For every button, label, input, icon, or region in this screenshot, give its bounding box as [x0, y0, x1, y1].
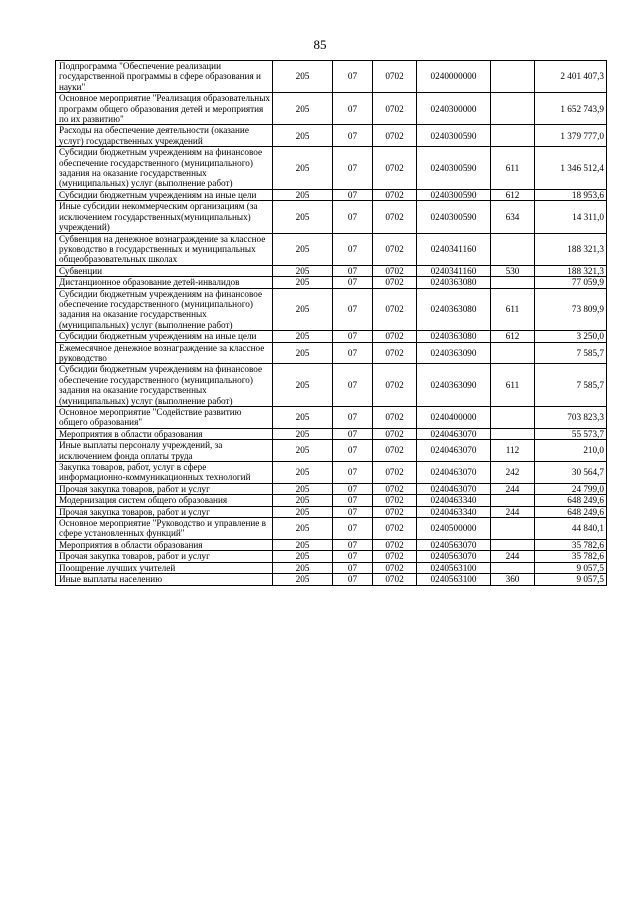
subsection-code-cell: 0702	[373, 147, 417, 190]
section-code-cell: 07	[333, 495, 373, 506]
target-article-cell: 0240300590	[417, 201, 491, 233]
row-name-cell: Мероприятия в области образования	[56, 539, 273, 550]
section-code-cell: 07	[333, 518, 373, 540]
amount-cell: 73 809,9	[535, 288, 607, 331]
expense-type-cell: 611	[491, 147, 535, 190]
section-code-cell: 07	[333, 428, 373, 439]
subsection-code-cell: 0702	[373, 462, 417, 484]
target-article-cell: 0240463070	[417, 483, 491, 494]
ministry-code-cell: 205	[273, 265, 333, 276]
ministry-code-cell: 205	[273, 125, 333, 147]
ministry-code-cell: 205	[273, 506, 333, 517]
table-row	[56, 518, 607, 540]
table-row	[56, 364, 607, 407]
subsection-code-cell: 0702	[373, 342, 417, 364]
table-body	[56, 61, 607, 586]
expense-type-cell	[491, 562, 535, 573]
amount-cell: 188 321,3	[535, 233, 607, 265]
ministry-code-cell: 205	[273, 428, 333, 439]
amount-cell: 648 249,6	[535, 495, 607, 506]
expense-type-cell: 242	[491, 462, 535, 484]
target-article-cell: 0240563070	[417, 551, 491, 562]
ministry-code-cell: 205	[273, 562, 333, 573]
subsection-code-cell: 0702	[373, 407, 417, 429]
table-row	[56, 562, 607, 573]
row-name-cell: Субсидии бюджетным учреждениям на иные цели	[56, 189, 273, 200]
amount-cell: 648 249,6	[535, 506, 607, 517]
amount-cell: 9 057,5	[535, 562, 607, 573]
ministry-code-cell: 205	[273, 407, 333, 429]
row-name-cell: Субсидии бюджетным учреждениям на финансовое обеспечение государственного (муниципального) задания на оказание государственных (муниципальных) услуг (выполнение работ)	[56, 288, 273, 331]
section-code-cell: 07	[333, 462, 373, 484]
ministry-code-cell: 205	[273, 147, 333, 190]
subsection-code-cell: 0702	[373, 189, 417, 200]
section-code-cell: 07	[333, 125, 373, 147]
amount-cell: 30 564,7	[535, 462, 607, 484]
ministry-code-cell: 205	[273, 201, 333, 233]
expense-type-cell: 244	[491, 551, 535, 562]
table-row	[56, 125, 607, 147]
amount-cell: 14 311,0	[535, 201, 607, 233]
section-code-cell: 07	[333, 189, 373, 200]
subsection-code-cell: 0702	[373, 61, 417, 93]
ministry-code-cell: 205	[273, 61, 333, 93]
subsection-code-cell: 0702	[373, 93, 417, 125]
target-article-cell: 0240363080	[417, 277, 491, 288]
table-row	[56, 288, 607, 331]
section-code-cell: 07	[333, 93, 373, 125]
section-code-cell: 07	[333, 288, 373, 331]
row-name-cell: Основное мероприятие "Содействие развитию общего образования"	[56, 407, 273, 429]
expense-type-cell	[491, 407, 535, 429]
ministry-code-cell: 205	[273, 539, 333, 550]
amount-cell: 35 782,6	[535, 539, 607, 550]
ministry-code-cell: 205	[273, 331, 333, 342]
section-code-cell: 07	[333, 407, 373, 429]
table-row	[56, 506, 607, 517]
target-article-cell: 0240000000	[417, 61, 491, 93]
expense-type-cell	[491, 518, 535, 540]
expense-type-cell: 611	[491, 288, 535, 331]
expense-type-cell: 360	[491, 574, 535, 585]
target-article-cell: 0240300000	[417, 93, 491, 125]
ministry-code-cell: 205	[273, 440, 333, 462]
row-name-cell: Субвенция на денежное вознаграждение за классное руководство в государственных и муниципальных общеобразовательных школах	[56, 233, 273, 265]
row-name-cell: Субсидии бюджетным учреждениям на иные цели	[56, 331, 273, 342]
row-name-cell: Прочая закупка товаров, работ и услуг	[56, 551, 273, 562]
expense-type-cell: 530	[491, 265, 535, 276]
row-name-cell: Субвенции	[56, 265, 273, 276]
section-code-cell: 07	[333, 265, 373, 276]
section-code-cell: 07	[333, 562, 373, 573]
amount-cell: 2 401 407,3	[535, 61, 607, 93]
row-name-cell: Дистанционное образование детей-инвалидов	[56, 277, 273, 288]
table-row	[56, 483, 607, 494]
amount-cell: 77 059,9	[535, 277, 607, 288]
expense-type-cell: 612	[491, 189, 535, 200]
table-row	[56, 265, 607, 276]
ministry-code-cell: 205	[273, 364, 333, 407]
table-row	[56, 147, 607, 190]
target-article-cell: 0240363090	[417, 364, 491, 407]
expense-type-cell	[491, 539, 535, 550]
subsection-code-cell: 0702	[373, 506, 417, 517]
ministry-code-cell: 205	[273, 342, 333, 364]
amount-cell: 1 346 512,4	[535, 147, 607, 190]
target-article-cell: 0240363090	[417, 342, 491, 364]
amount-cell: 18 953,6	[535, 189, 607, 200]
target-article-cell: 0240400000	[417, 407, 491, 429]
amount-cell: 210,0	[535, 440, 607, 462]
subsection-code-cell: 0702	[373, 331, 417, 342]
ministry-code-cell: 205	[273, 277, 333, 288]
table-row	[56, 428, 607, 439]
section-code-cell: 07	[333, 440, 373, 462]
table-row	[56, 440, 607, 462]
table-row	[56, 93, 607, 125]
section-code-cell: 07	[333, 506, 373, 517]
subsection-code-cell: 0702	[373, 277, 417, 288]
expense-type-cell: 611	[491, 364, 535, 407]
table-row	[56, 331, 607, 342]
expense-type-cell: 112	[491, 440, 535, 462]
target-article-cell: 0240363080	[417, 331, 491, 342]
table-row	[56, 574, 607, 585]
row-name-cell: Иные выплаты населению	[56, 574, 273, 585]
table-row	[56, 189, 607, 200]
expense-type-cell	[491, 342, 535, 364]
table-row	[56, 342, 607, 364]
section-code-cell: 07	[333, 342, 373, 364]
table-row	[56, 495, 607, 506]
target-article-cell: 0240300590	[417, 147, 491, 190]
target-article-cell: 0240463070	[417, 428, 491, 439]
section-code-cell: 07	[333, 233, 373, 265]
section-code-cell: 07	[333, 201, 373, 233]
target-article-cell: 0240341160	[417, 233, 491, 265]
table-row	[56, 277, 607, 288]
table-row	[56, 551, 607, 562]
expense-type-cell: 244	[491, 483, 535, 494]
row-name-cell: Прочая закупка товаров, работ и услуг	[56, 506, 273, 517]
subsection-code-cell: 0702	[373, 440, 417, 462]
table-row	[56, 462, 607, 484]
row-name-cell: Ежемесячное денежное вознаграждение за классное руководство	[56, 342, 273, 364]
amount-cell: 7 585,7	[535, 364, 607, 407]
ministry-code-cell: 205	[273, 518, 333, 540]
expense-type-cell	[491, 277, 535, 288]
amount-cell: 9 057,5	[535, 574, 607, 585]
target-article-cell: 0240463340	[417, 506, 491, 517]
row-name-cell: Поощрение лучших учителей	[56, 562, 273, 573]
row-name-cell: Расходы на обеспечение деятельности (оказание услуг) государственных учреждений	[56, 125, 273, 147]
row-name-cell: Основное мероприятие "Руководство и управление в сфере установленных функций"	[56, 518, 273, 540]
ministry-code-cell: 205	[273, 574, 333, 585]
subsection-code-cell: 0702	[373, 288, 417, 331]
section-code-cell: 07	[333, 147, 373, 190]
amount-cell: 703 823,3	[535, 407, 607, 429]
table-row	[56, 61, 607, 93]
ministry-code-cell: 205	[273, 288, 333, 331]
section-code-cell: 07	[333, 551, 373, 562]
page-number: 85	[313, 37, 327, 52]
target-article-cell: 0240563100	[417, 562, 491, 573]
section-code-cell: 07	[333, 539, 373, 550]
target-article-cell: 0240463070	[417, 440, 491, 462]
table-row	[56, 201, 607, 233]
target-article-cell: 0240363080	[417, 288, 491, 331]
budget-table	[55, 60, 607, 586]
row-name-cell: Закупка товаров, работ, услуг в сфере информационно-коммуникационных технологий	[56, 462, 273, 484]
row-name-cell: Прочая закупка товаров, работ и услуг	[56, 483, 273, 494]
target-article-cell: 0240563070	[417, 539, 491, 550]
amount-cell: 35 782,6	[535, 551, 607, 562]
ministry-code-cell: 205	[273, 551, 333, 562]
row-name-cell: Субсидии бюджетным учреждениям на финансовое обеспечение государственного (муниципального) задания на оказание государственных (муниципальных) услуг (выполнение работ)	[56, 364, 273, 407]
row-name-cell: Подпрограмма "Обеспечение реализации государственной программы в сфере образования и науки"	[56, 61, 273, 93]
section-code-cell: 07	[333, 574, 373, 585]
table-row	[56, 233, 607, 265]
subsection-code-cell: 0702	[373, 483, 417, 494]
ministry-code-cell: 205	[273, 483, 333, 494]
amount-cell: 7 585,7	[535, 342, 607, 364]
subsection-code-cell: 0702	[373, 562, 417, 573]
amount-cell: 188 321,3	[535, 265, 607, 276]
amount-cell: 1 379 777,0	[535, 125, 607, 147]
expense-type-cell	[491, 93, 535, 125]
target-article-cell: 0240463070	[417, 462, 491, 484]
section-code-cell: 07	[333, 364, 373, 407]
ministry-code-cell: 205	[273, 495, 333, 506]
target-article-cell: 0240563100	[417, 574, 491, 585]
subsection-code-cell: 0702	[373, 233, 417, 265]
expense-type-cell	[491, 233, 535, 265]
target-article-cell: 0240341160	[417, 265, 491, 276]
expense-type-cell	[491, 125, 535, 147]
expense-type-cell: 634	[491, 201, 535, 233]
table-row	[56, 539, 607, 550]
expense-type-cell	[491, 495, 535, 506]
subsection-code-cell: 0702	[373, 574, 417, 585]
subsection-code-cell: 0702	[373, 265, 417, 276]
row-name-cell: Иные субсидии некоммерческим организациям (за исключением государственных(муниципальных) учреждений)	[56, 201, 273, 233]
amount-cell: 44 840,1	[535, 518, 607, 540]
target-article-cell: 0240300590	[417, 189, 491, 200]
section-code-cell: 07	[333, 277, 373, 288]
amount-cell: 1 652 743,9	[535, 93, 607, 125]
row-name-cell: Мероприятия в области образования	[56, 428, 273, 439]
amount-cell: 55 573,7	[535, 428, 607, 439]
target-article-cell: 0240300590	[417, 125, 491, 147]
subsection-code-cell: 0702	[373, 428, 417, 439]
row-name-cell: Модернизация систем общего образования	[56, 495, 273, 506]
target-article-cell: 0240500000	[417, 518, 491, 540]
subsection-code-cell: 0702	[373, 518, 417, 540]
target-article-cell: 0240463340	[417, 495, 491, 506]
row-name-cell: Иные выплаты персоналу учреждений, за исключением фонда оплаты труда	[56, 440, 273, 462]
subsection-code-cell: 0702	[373, 364, 417, 407]
expense-type-cell	[491, 61, 535, 93]
ministry-code-cell: 205	[273, 462, 333, 484]
expense-type-cell	[491, 428, 535, 439]
subsection-code-cell: 0702	[373, 551, 417, 562]
ministry-code-cell: 205	[273, 233, 333, 265]
section-code-cell: 07	[333, 483, 373, 494]
row-name-cell: Субсидии бюджетным учреждениям на финансовое обеспечение государственного (муниципального) задания на оказание государственных (муниципальных) услуг (выполнение работ)	[56, 147, 273, 190]
subsection-code-cell: 0702	[373, 539, 417, 550]
expense-type-cell: 612	[491, 331, 535, 342]
subsection-code-cell: 0702	[373, 495, 417, 506]
ministry-code-cell: 205	[273, 189, 333, 200]
section-code-cell: 07	[333, 61, 373, 93]
row-name-cell: Основное мероприятие "Реализация образовательных программ общего образования детей и мероприятия по их развитию"	[56, 93, 273, 125]
expense-type-cell: 244	[491, 506, 535, 517]
table-row	[56, 407, 607, 429]
amount-cell: 24 799,0	[535, 483, 607, 494]
section-code-cell: 07	[333, 331, 373, 342]
subsection-code-cell: 0702	[373, 201, 417, 233]
subsection-code-cell: 0702	[373, 125, 417, 147]
amount-cell: 3 250,0	[535, 331, 607, 342]
ministry-code-cell: 205	[273, 93, 333, 125]
